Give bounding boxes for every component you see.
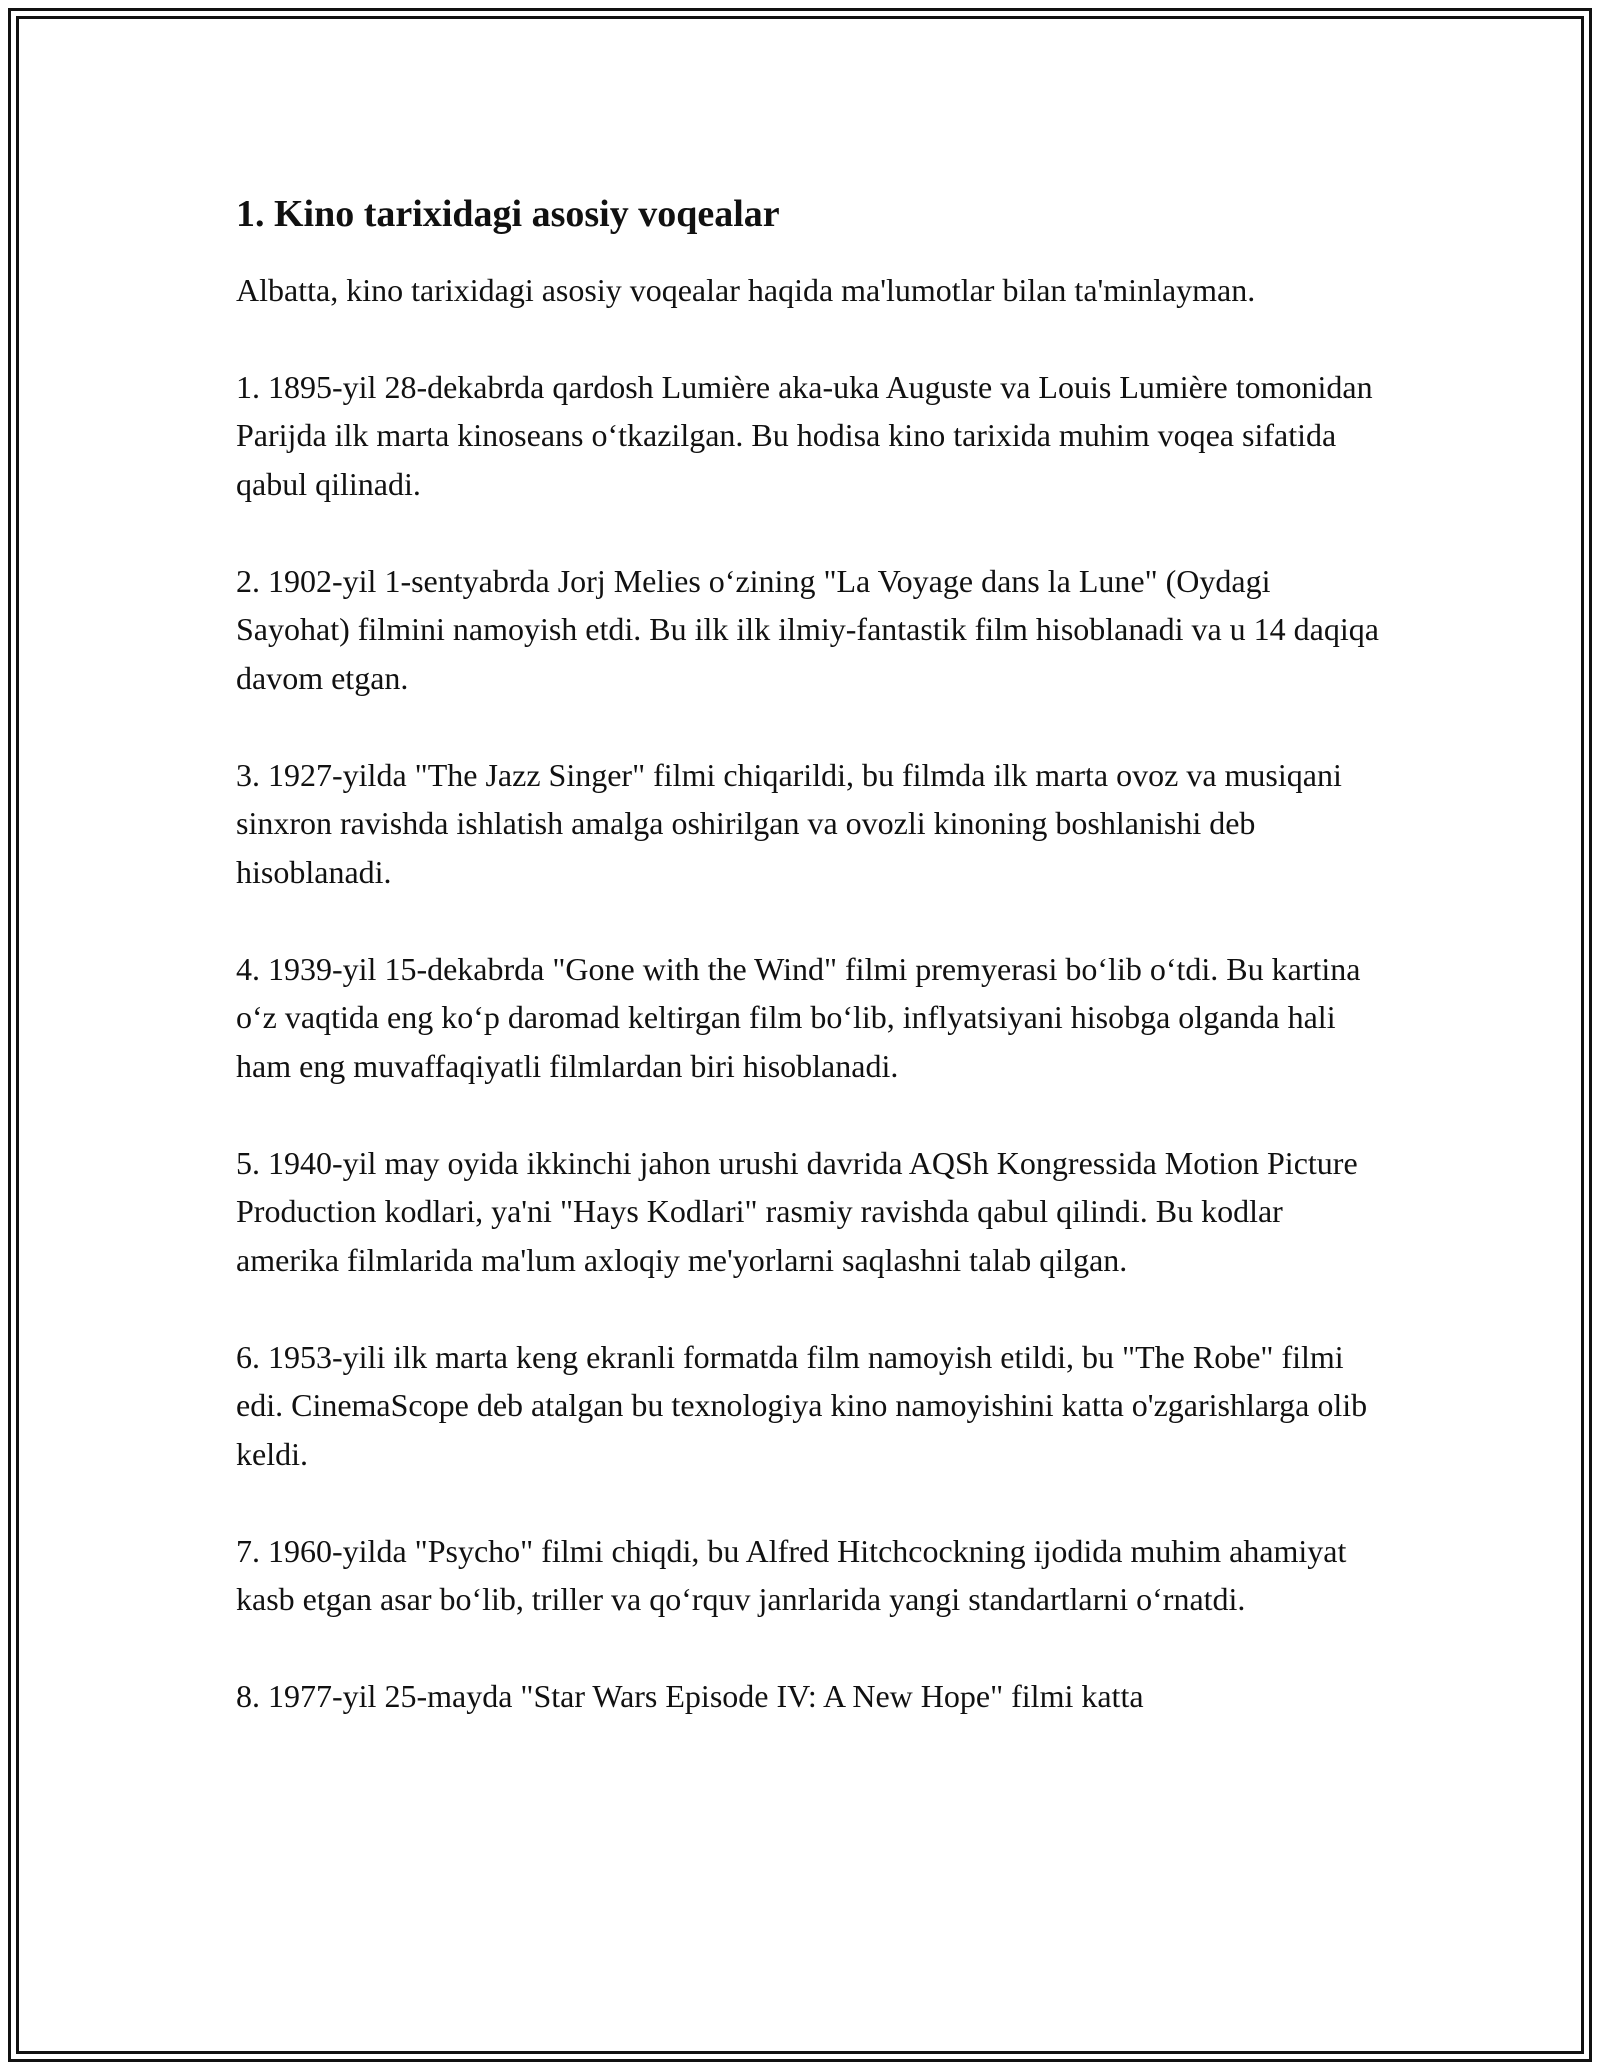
event-item: 1. 1895-yil 28-dekabrda qardosh Lumière aka-uka Auguste va Louis Lumière tomonidan Parijda ilk marta kinoseans o‘tkazilgan. Bu hodisa kino tarixida muhim voqea sifatida qabul qilinadi. xyxy=(236,368,1373,502)
event-item: 6. 1953-yili ilk marta keng ekranli formatda film namoyish etildi, bu "The Robe" filmi edi. CinemaScope deb atalgan bu texnologiya kino namoyishini katta o'zgarishlarga olib keldi. xyxy=(236,1338,1368,1472)
document-title: 1. Kino tarixidagi asosiy voqealar xyxy=(236,193,780,235)
event-list xyxy=(236,363,1386,1721)
event-item: 4. 1939-yil 15-dekabrda "Gone with the Wind" filmi premyerasi bo‘lib o‘tdi. Bu kartina o‘z vaqtida eng ko‘p daromad keltirgan film bo‘lib, inflyatsiyani hisobga olganda hali ham eng muvaffaqiyatli filmlardan biri hisoblanadi. xyxy=(236,950,1361,1084)
event-item: 8. 1977-yil 25-mayda "Star Wars Episode IV: A New Hope" filmi katta xyxy=(236,1678,1144,1714)
event-item: 5. 1940-yil may oyida ikkinchi jahon urushi davrida AQSh Kongressida Motion Picture Production kodlari, ya'ni "Hays Kodlari" rasmiy ravishda qabul qilindi. Bu kodlar amerika filmlarida ma'lum axloqiy me'yorlarni saqlashni talab qilgan. xyxy=(236,1144,1358,1278)
document-intro: Albatta, kino tarixidagi asosiy voqealar haqida ma'lumotlar bilan ta'minlayman. xyxy=(236,272,1256,308)
event-item: 3. 1927-yilda "The Jazz Singer" filmi chiqarildi, bu filmda ilk marta ovoz va musiqani sinxron ravishda ishlatish amalga oshirilgan va ovozli kinoning boshlanishi deb hisoblanadi. xyxy=(236,756,1342,890)
event-item: 7. 1960-yilda "Psycho" filmi chiqdi, bu Alfred Hitchcockning ijodida muhim ahamiyat kasb etgan asar bo‘lib, triller va qo‘rquv janrlarida yangi standartlarni o‘rnatdi. xyxy=(236,1532,1347,1617)
event-item: 2. 1902-yil 1-sentyabrda Jorj Melies o‘zining "La Voyage dans la Lune" (Oydagi Sayohat) filmini namoyish etdi. Bu ilk ilk ilmiy-fantastik film hisoblanadi va u 14 daqiqa davom etgan. xyxy=(236,562,1379,696)
document-body xyxy=(236,186,1386,1769)
